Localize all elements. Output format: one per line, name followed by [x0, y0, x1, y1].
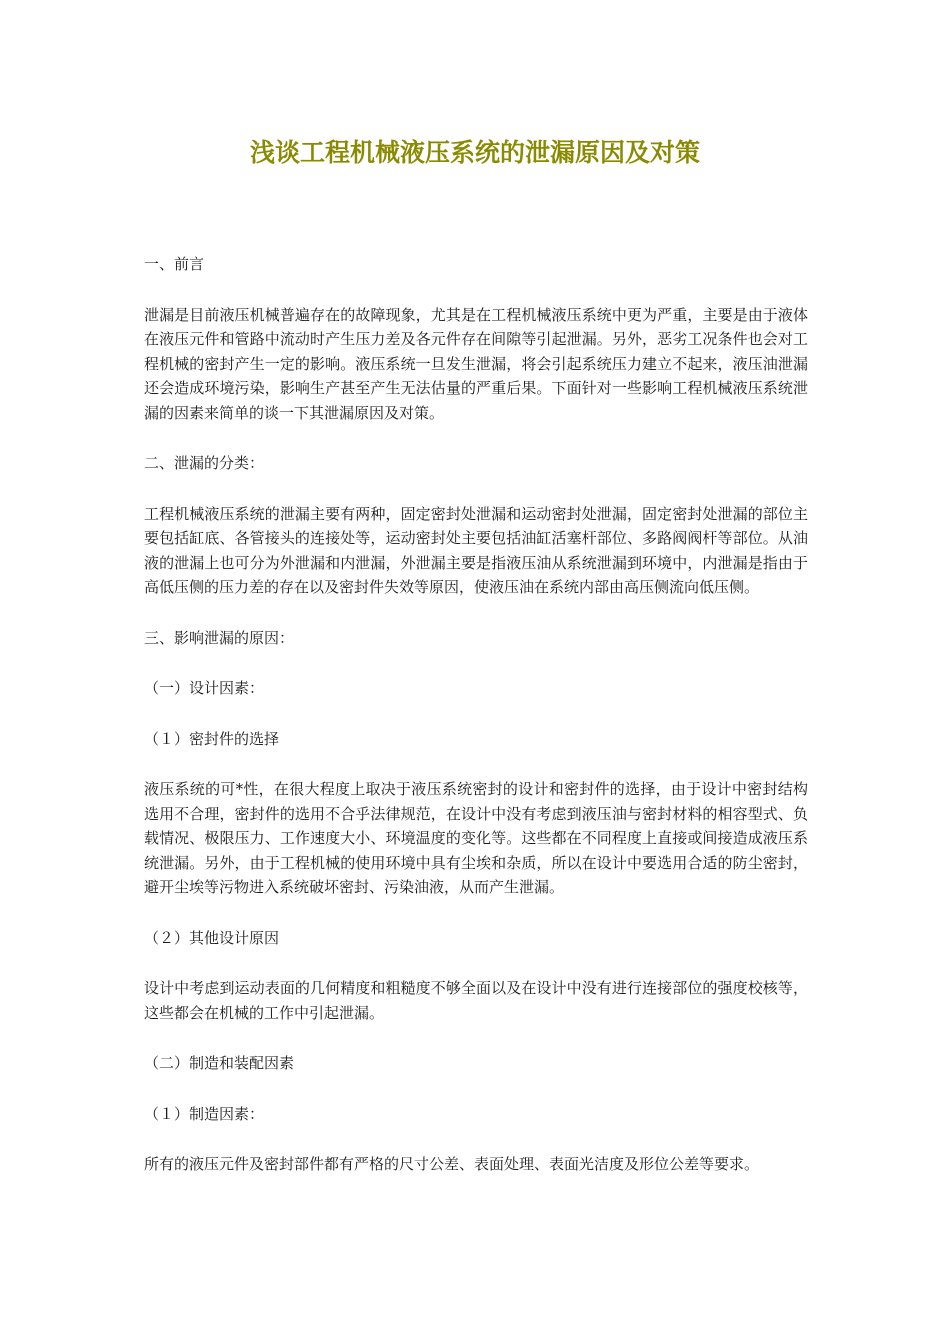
paragraph-other-design: 设计中考虑到运动表面的几何精度和粗糙度不够全面以及在设计中没有进行连接部位的强度校核等，这些都会在机械的工作中引起泄漏。 — [144, 979, 808, 1022]
document-title: 浅谈工程机械液压系统的泄漏原因及对策 — [249, 138, 700, 167]
section-heading-preface: 一、前言 — [144, 255, 205, 273]
subsection-heading-design: （一）设计因素： — [144, 679, 265, 697]
item-heading-seal-selection: （１）密封件的选择 — [144, 729, 280, 748]
paragraph-seal-selection: 液压系统的可*性，在很大程度上取决于液压系统密封的设计和密封件的选择，由于设计中密封结构选用不合理，密封件的选用不合乎法律规范，在设计中没有考虑到液压油与密封材料的相容型式、负载情况、极限压力、工作速度大小、环境温度的变化等。这些都在不同程度上直接或间接造成液压系统泄漏。另外，由于工程机械的使用环境中具有尘埃和杂质，所以在设计中要选用合适的防尘密封，避开尘埃等污物进入系统破坏密封、污染油液，从而产生泄漏。 — [144, 780, 808, 896]
section-heading-classification: 二、泄漏的分类： — [144, 454, 265, 472]
paragraph-manufacturing: 所有的液压元件及密封部件都有严格的尺寸公差、表面处理、表面光洁度及形位公差等要求。 — [144, 1155, 760, 1173]
item-heading-other-design: （２）其他设计原因 — [144, 928, 280, 947]
document-body — [144, 252, 808, 1203]
paragraph-preface: 泄漏是目前液压机械普遍存在的故障现象，尤其是在工程机械液压系统中更为严重，主要是由于液体在液压元件和管路中流动时产生压力差及各元件存在间隙等引起泄漏。另外，恶劣工况条件也会对工程机械的密封产生一定的影响。液压系统一旦发生泄漏，将会引起系统压力建立不起来，液压油泄漏还会造成环境污染，影响生产甚至产生无法估量的严重后果。下面针对一些影响工程机械液压系统泄漏的因素来简单的谈一下其泄漏原因及对策。 — [144, 305, 808, 422]
section-heading-causes: 三、影响泄漏的原因： — [144, 628, 295, 647]
paragraph-classification: 工程机械液压系统的泄漏主要有两种，固定密封处泄漏和运动密封处泄漏，固定密封处泄漏的部位主要包括缸底、各管接头的连接处等，运动密封处主要包括油缸活塞杆部位、多路阀阀杆等部位。从油液的泄漏上也可分为外泄漏和内泄漏，外泄漏主要是指液压油从系统泄漏到环境中，内泄漏是指由于高低压侧的压力差的存在以及密封件失效等原因，使液压油在系统内部由高压侧流向低压侧。 — [144, 504, 808, 596]
item-heading-manufacturing: （１）制造因素： — [144, 1104, 265, 1123]
subsection-heading-manufacturing: （二）制造和装配因素 — [144, 1054, 295, 1072]
